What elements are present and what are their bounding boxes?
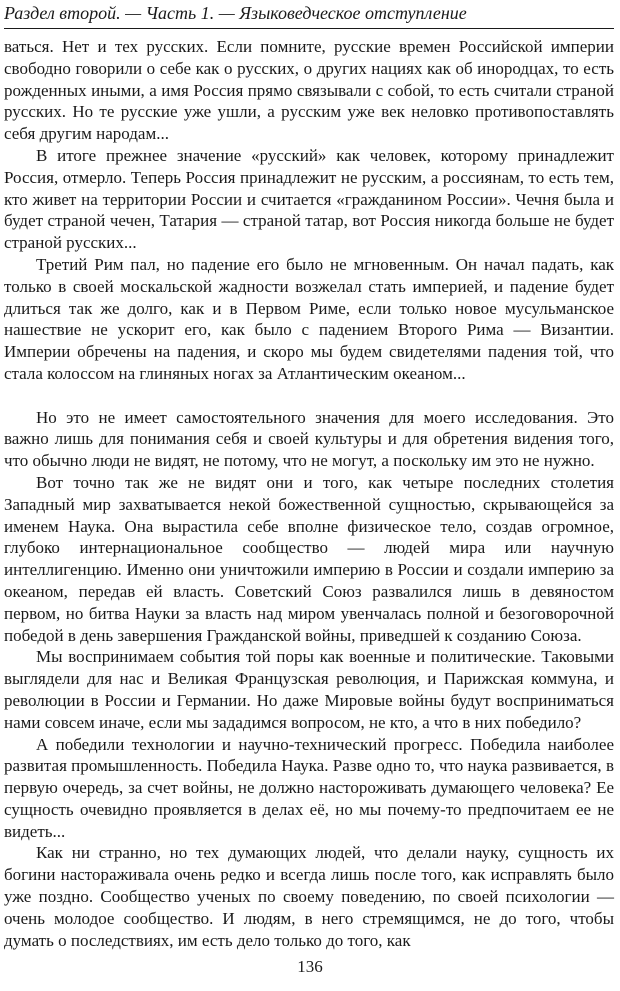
page-body [4, 36, 614, 951]
running-header [4, 0, 614, 29]
paragraph: Третий Рим пал, но падение его было не мгновенным. Он начал падать, как только в своей москальской жадности возжелал стать империей, и падение будет длиться так же долго, как и в Первом Риме, если только новое мусульманское нашествие не ускорит его, как было с падением Второго Рима — Византии. Империи обречены на падения, и скоро мы будем свидетелями падения той, что стала колоссом на глиняных ногах за Атлантическим океаном... [4, 254, 614, 383]
paragraph-section-start: Но это не имеет самостоятельного значения для моего исследования. Это важно лишь для понимания себя и своей культуры и для обретения видения того, что обычно люди не видят, не потому, что не могут, а поскольку им это не нужно. [4, 407, 614, 471]
paragraph: А победили технологии и научно-технический прогресс. Победила наиболее развитая промышленность. Победила Наука. Разве одно то, что наука развивается, в первую очередь, за счет войны, не должно настороживать думающего человека? Ее сущность очевидно проявляется в делах её, но мы почему-то предпочитаем ее не видеть... [4, 734, 614, 841]
paragraph: В итоге прежнее значение «русский» как человек, которому принадлежит Россия, отмерло. Теперь Россия принадлежит не русским, а россиянам, то есть тем, кто живет на территории России и считается «гражданином России». Чечня была и будет страной чечен, Татария — страной татар, вот Россия никогда больше не будет страной русских... [4, 145, 614, 253]
paragraph: Вот точно так же не видят они и того, как четыре последних столетия Западный мир захватывается некой божественной сущностью, скрывающейся за именем Наука. Она вырастила себе вполне физическое тело, создав огромное, глубоко интернациональное сообщество — людей мира или научную интеллигенцию. Именно они уничтожили империю в России и создали империю за океаном, передав ей власть. Советский Союз развалился лишь в девяностом первом, но битва Науки за власть над миром увенчалась полной и безоговорочной победой в день завершения Гражданской войны, приведшей к созданию Союза. [4, 472, 614, 645]
paragraph-continued: ваться. Нет и тех русских. Если помните, русские времен Российской империи свободно говорили о себе как о русских, о других нациях как об инородцах, то есть рожденных иными, а имя Россия прямо связывали с собой, то есть считали страной русских. Но те русские уже ушли, а русским уже век неловко противопоставлять себя другим народам... [4, 37, 614, 144]
paragraph: Мы воспринимаем события той поры как военные и политические. Таковыми выглядели для нас и Великая Французская революция, и Парижская коммуна, и революции в России и Германии. Но даже Мировые войны будут восприниматься нами совсем иначе, если мы зададимся вопросом, не кто, а что в них победило? [4, 647, 614, 732]
paragraph: Как ни странно, но тех думающих людей, что делали науку, сущность их богини настораживала очень редко и всегда лишь после того, как исправлять было уже поздно. Сообщество ученых по своему поведению, по своей психологии — очень молодое сообщество. И людям, в него стремящимся, не до того, чтобы думать о последствиях, им есть дело только до того, как [4, 843, 614, 950]
running-title: Раздел второй. — Часть 1. — Языковедческое отступление [4, 3, 467, 23]
page-number: 136 [297, 957, 323, 976]
